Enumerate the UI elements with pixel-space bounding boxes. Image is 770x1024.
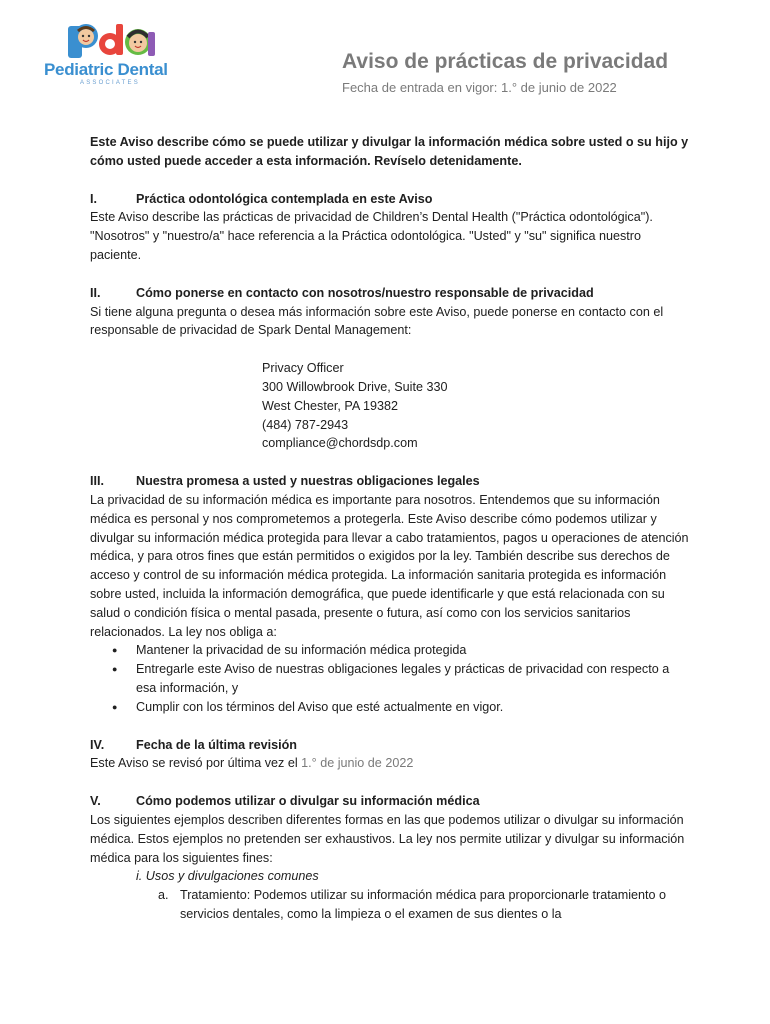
revision-date: 1.° de junio de 2022 — [301, 756, 414, 771]
logo-pdo-graphic — [40, 22, 190, 62]
section-3-body: La privacidad de su información médica es importante para nosotros. Entendemos que su información médica es personal y nos comprometemos a protegerla. Este Aviso describe cómo podemos utilizar y divulgar su información médica protegida para llevar a cabo tratamientos, pagos u operaciones de atención médica, y para otros fines que están permitidos o exigidos por la ley. También describe sus derechos de acceso y control de su información médica protegida. La información sanitaria protegida es información sobre usted, incluida la información demográfica, que puede identificarle y que está relacionada con su salud o condición física o mental pasada, presente o futura, así como con los servicios sanitarios relacionados. La ley nos obliga a: — [90, 492, 689, 639]
section-number: III. — [90, 474, 104, 489]
revision-text: Este Aviso se revisó por última vez el — [90, 756, 302, 771]
section-number: V. — [90, 794, 101, 809]
subsection-heading: i. Usos y divulgaciones comunes — [136, 869, 319, 884]
logo-subtitle: ASSOCIATES — [80, 80, 140, 86]
page-title: Aviso de prácticas de privacidad — [342, 50, 669, 73]
section-number: II. — [90, 285, 101, 300]
section-1-body: Este Aviso describe las prácticas de privacidad de Children’s Dental Health ("Práctica odontológica"). "Nosotros" y "nuestro/a" hace referencia a la Práctica odontológica. "Usted" y "su" significa nuestro paciente. — [90, 210, 653, 262]
section-title: Cómo podemos utilizar o divulgar su información médica — [136, 794, 480, 809]
effective-date: Fecha de entrada en vigor: 1.° de junio de 2022 — [342, 80, 617, 95]
email-address[interactable]: compliance@chordsdp.com — [262, 436, 418, 451]
section-title: Cómo ponerse en contacto con nosotros/nuestro responsable de privacidad — [136, 285, 594, 300]
section-3-heading — [90, 472, 690, 491]
privacy-officer-address — [262, 359, 690, 453]
item-text: Tratamiento: Podemos utilizar su información médica para proporcionarle tratamiento o servicios dentales, como la limpieza o el examen de sus dientes o la — [180, 888, 667, 921]
section-1-heading — [90, 190, 690, 209]
list-item: ● Cumplir con los términos del Aviso que esté actualmente en vigor. — [136, 698, 690, 717]
section-title: Nuestra promesa a usted y nuestras obligaciones legales — [136, 474, 480, 489]
intro-paragraph: Este Aviso describe cómo se puede utilizar y divulgar la información médica sobre usted o su hijo y cómo usted puede acceder a esta información. Revíselo detenidamente. — [90, 135, 689, 168]
section-5-heading — [90, 792, 690, 811]
section-4-body — [90, 754, 690, 773]
section-number: I. — [90, 191, 97, 206]
subsection-item-a — [90, 886, 690, 924]
logo-name: Pediatric Dental — [44, 60, 168, 79]
item-letter: a. — [158, 888, 169, 903]
address-line: 300 Willowbrook Drive, Suite 330 — [262, 379, 448, 394]
list-item: ● Mantener la privacidad de su información médica protegida — [136, 641, 690, 660]
section-number: IV. — [90, 737, 105, 752]
obligations-list — [90, 641, 690, 716]
section-4-heading — [90, 736, 690, 755]
section-2-heading — [90, 284, 690, 303]
address-line: Privacy Officer — [262, 361, 344, 376]
section-2-body: Si tiene alguna pregunta o desea más información sobre este Aviso, puede ponerse en contacto con el responsable de privacidad de Spark Dental Management: — [90, 304, 664, 338]
section-5-body: Los siguientes ejemplos describen diferentes formas en las que podemos utilizar o divulgar su información médica. Estos ejemplos no pretenden ser exhaustivos. La ley nos permite utilizar y divulgar su información médica para los siguientes fines: — [90, 812, 685, 865]
phone-number: (484) 787-2943 — [262, 417, 349, 432]
list-item: ● Entregarle este Aviso de nuestras obligaciones legales y prácticas de privacidad con respecto a esa información, y — [136, 660, 690, 698]
section-title: Práctica odontológica contemplada en este Aviso — [136, 191, 433, 206]
section-title: Fecha de la última revisión — [136, 737, 297, 752]
notice-body — [90, 133, 690, 924]
address-line: West Chester, PA 19382 — [262, 398, 399, 413]
